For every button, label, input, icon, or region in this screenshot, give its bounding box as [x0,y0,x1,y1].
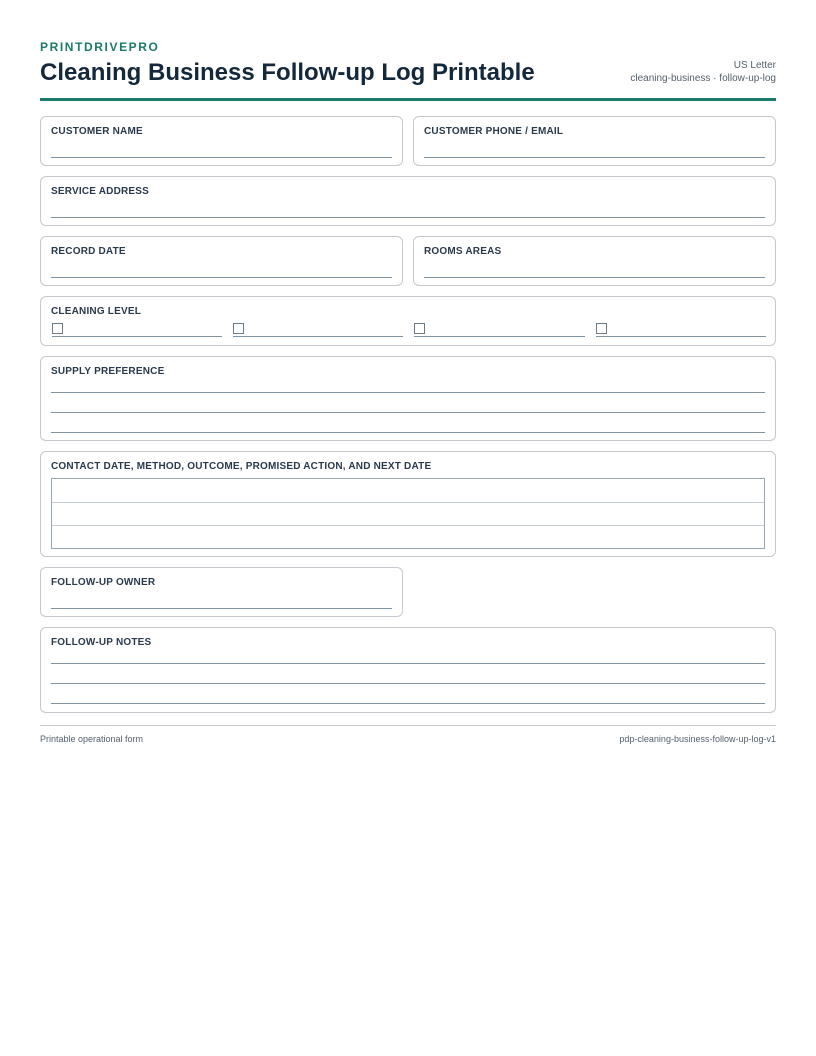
follow-up-notes-line-1[interactable] [51,663,765,664]
customer-name-field[interactable] [51,157,392,158]
footer-left-text: Printable operational form [40,734,144,744]
follow-up-notes-section [40,627,776,713]
header-meta [630,59,776,85]
cleaning-level-option-3[interactable] [414,323,585,337]
footer-divider [40,725,776,726]
supply-preference-line-1[interactable] [51,392,765,393]
footer-form-id: pdp-cleaning-business-follow-up-log-v1 [619,734,776,744]
service-address-field[interactable] [51,217,765,218]
form-slug-label: cleaning-business · follow-up-log [630,73,776,84]
customer-contact-field[interactable] [424,157,765,158]
form-header [40,40,776,101]
supply-preference-section [40,356,776,441]
checkbox-icon[interactable] [596,323,607,334]
customer-name-section [40,116,403,166]
rooms-areas-section [413,236,776,286]
service-address-label: SERVICE ADDRESS [51,186,150,197]
contact-log-table [51,478,765,549]
follow-up-notes-label: FOLLOW-UP NOTES [51,637,152,648]
follow-up-owner-section [40,567,403,617]
record-date-section [40,236,403,286]
record-date-field[interactable] [51,277,392,278]
brand-logo-text: PRINTDRIVEPRO [40,40,160,54]
record-date-label: RECORD DATE [51,246,126,257]
follow-up-notes-line-2[interactable] [51,683,765,684]
rooms-areas-label: ROOMS AREAS [424,246,502,257]
checkbox-icon[interactable] [414,323,425,334]
service-address-section [40,176,776,226]
cleaning-level-option-2[interactable] [233,323,403,337]
paper-size-label: US Letter [733,60,776,71]
customer-contact-section [413,116,776,166]
cleaning-level-option-1[interactable] [52,323,222,337]
follow-up-notes-line-3[interactable] [51,703,765,704]
follow-up-owner-field[interactable] [51,608,392,609]
checkbox-icon[interactable] [233,323,244,334]
form-page [40,40,776,744]
contact-log-section [40,451,776,557]
table-row[interactable] [52,525,764,526]
cleaning-level-section [40,296,776,346]
customer-name-label: CUSTOMER NAME [51,126,143,137]
table-row[interactable] [52,502,764,503]
page-title: Cleaning Business Follow-up Log Printable [40,59,535,86]
cleaning-level-label: CLEANING LEVEL [51,306,142,317]
cleaning-level-option-4[interactable] [596,323,766,337]
supply-preference-line-2[interactable] [51,412,765,413]
checkbox-icon[interactable] [52,323,63,334]
rooms-areas-field[interactable] [424,277,765,278]
follow-up-owner-label: FOLLOW-UP OWNER [51,577,156,588]
customer-contact-label: CUSTOMER PHONE / EMAIL [424,126,564,137]
supply-preference-line-3[interactable] [51,432,765,433]
supply-preference-label: SUPPLY PREFERENCE [51,366,165,377]
contact-log-label: CONTACT DATE, METHOD, OUTCOME, PROMISED ACTION, AND NEXT DATE [51,461,432,472]
